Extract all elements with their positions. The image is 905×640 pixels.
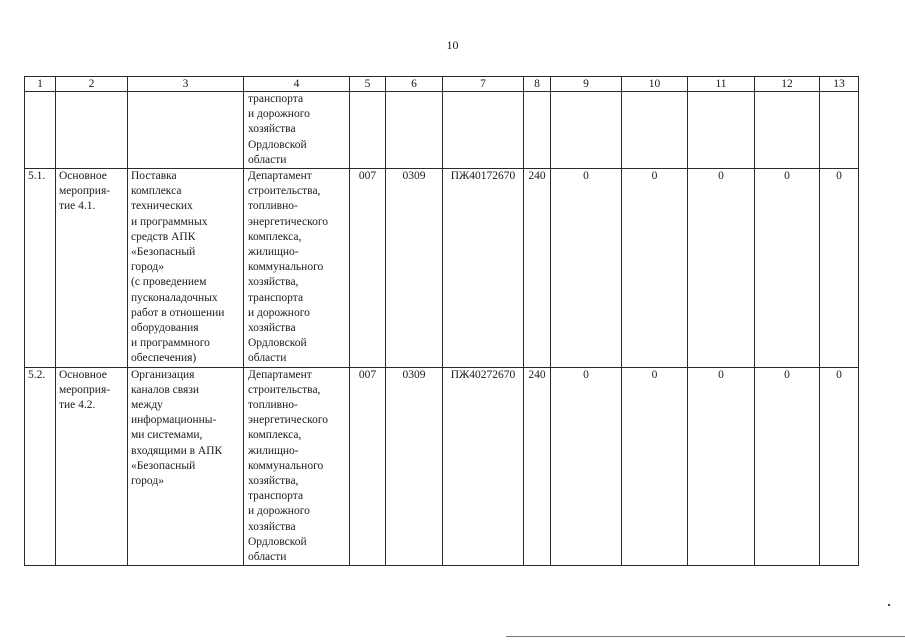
- col-header-6: 6: [386, 77, 443, 92]
- cell-grbs: 007: [350, 169, 386, 368]
- cell-grbs: [350, 92, 386, 169]
- cell-value-9: 0: [551, 367, 622, 566]
- budget-table: [24, 76, 859, 566]
- cell-value-9: [551, 92, 622, 169]
- cell-value-12: 0: [755, 169, 820, 368]
- col-header-4: 4: [244, 77, 350, 92]
- cell-value-13: 0: [820, 367, 859, 566]
- cell-rzpr: [386, 92, 443, 169]
- page-number: 10: [446, 38, 459, 52]
- cell-executor: Департамент строительства, топливно- энергетического комплекса, жилищно- коммунального хозяйства, транспорта и дорожного хозяйства Ордловской области: [244, 367, 350, 566]
- cell-name: Поставка комплекса технических и программных средств АПК «Безопасный город» (с проведением пусконаладочных работ в отношении оборудования и программного обеспечения): [128, 169, 244, 368]
- cell-rzpr: 0309: [386, 367, 443, 566]
- table-row-5-2: [25, 367, 859, 566]
- col-header-9: 9: [551, 77, 622, 92]
- cell-csr: ПЖ40272670: [443, 367, 524, 566]
- cell-value-9: 0: [551, 169, 622, 368]
- col-header-2: 2: [56, 77, 128, 92]
- cell-type: Основное мероприя- тие 4.2.: [56, 367, 128, 566]
- col-header-3: 3: [128, 77, 244, 92]
- cell-value-12: [755, 92, 820, 169]
- col-header-7: 7: [443, 77, 524, 92]
- scan-dot-artifact: [888, 604, 890, 606]
- cell-value-10: [622, 92, 688, 169]
- cell-value-13: 0: [820, 169, 859, 368]
- table-row-5-1: [25, 169, 859, 368]
- cell-type: [56, 92, 128, 169]
- cell-type: Основное мероприя- тие 4.1.: [56, 169, 128, 368]
- scan-line-artifact: [506, 636, 905, 637]
- cell-value-12: 0: [755, 367, 820, 566]
- col-header-11: 11: [688, 77, 755, 92]
- cell-value-11: 0: [688, 169, 755, 368]
- cell-value-11: 0: [688, 367, 755, 566]
- cell-vr: [524, 92, 551, 169]
- cell-vr: 240: [524, 367, 551, 566]
- cell-number: [25, 92, 56, 169]
- cell-vr: 240: [524, 169, 551, 368]
- cell-value-13: [820, 92, 859, 169]
- cell-csr: ПЖ40172670: [443, 169, 524, 368]
- cell-number: 5.1.: [25, 169, 56, 368]
- col-header-10: 10: [622, 77, 688, 92]
- col-header-12: 12: [755, 77, 820, 92]
- col-header-5: 5: [350, 77, 386, 92]
- col-header-8: 8: [524, 77, 551, 92]
- cell-number: 5.2.: [25, 367, 56, 566]
- cell-name: [128, 92, 244, 169]
- cell-value-11: [688, 92, 755, 169]
- header-row: [25, 77, 859, 92]
- cell-executor: Департамент строительства, топливно- энергетического комплекса, жилищно- коммунального хозяйства, транспорта и дорожного хозяйства Ордловской области: [244, 169, 350, 368]
- table-row-continuation: [25, 92, 859, 169]
- cell-value-10: 0: [622, 169, 688, 368]
- col-header-1: 1: [25, 77, 56, 92]
- cell-value-10: 0: [622, 367, 688, 566]
- cell-rzpr: 0309: [386, 169, 443, 368]
- cell-name: Организация каналов связи между информационны- ми системами, входящими в АПК «Безопасный город»: [128, 367, 244, 566]
- cell-executor: транспорта и дорожного хозяйства Ордловской области: [244, 92, 350, 169]
- cell-grbs: 007: [350, 367, 386, 566]
- col-header-13: 13: [820, 77, 859, 92]
- cell-csr: [443, 92, 524, 169]
